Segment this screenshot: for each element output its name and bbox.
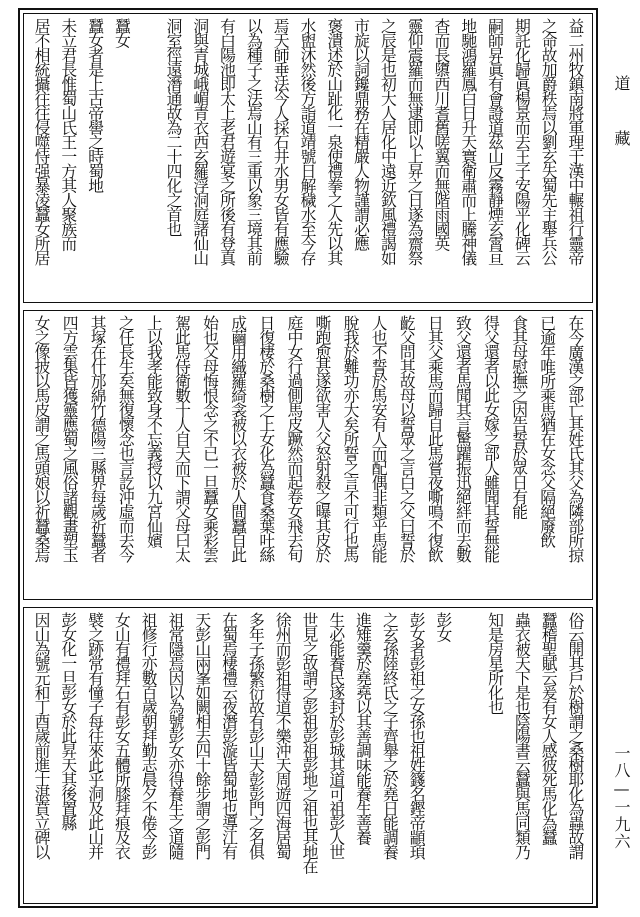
- text-column: 日復棲於桑樹之上女化為蠶食桑葉吐絲: [256, 315, 276, 562]
- text-column: 俗云開其戶於樹謂之桑樹耶化為蟲故謂: [565, 612, 585, 859]
- text-column: 之命故加爵秩焉以劉玄失蜀先主舉兵公: [539, 18, 559, 265]
- text-column: 庭中女行過側馬皮蹶然而起卷女飛去旬: [284, 315, 304, 562]
- text-column: 褒潰述於山趾化一泉使禮拳之人先以其: [324, 18, 344, 265]
- text-column: 以為種子之法焉山有三重以象三境其前: [244, 18, 264, 265]
- text-column: 祖修行亦數百歲朝拜勤志晨夕不倦今彭: [139, 612, 159, 859]
- text-column: 之辰是也初大人居化中遠近欽風禮謁如: [378, 18, 398, 265]
- text-column: 上以我孝能致身不忘義授以九宮仙嬪: [144, 315, 164, 547]
- blank-column: [459, 612, 479, 899]
- text-column: 地馳鴻羅鳳白日升天寰衛肅而上騰神儀: [458, 18, 478, 265]
- text-column: 洞室徑遠潛通故為二十四化之首也: [163, 18, 183, 236]
- page-frame: [18, 8, 598, 908]
- text-column: 因山為號元和丁酉歲前進士湛賁立碑以: [32, 612, 51, 859]
- text-column: 知是房星所化也: [485, 612, 505, 714]
- text-column: 之任長生矣無復懷念也言訖沖虛而去今: [116, 315, 136, 562]
- text-column: 女山有禮拜石有彭女五體所膝拜痕及衣: [112, 612, 132, 859]
- text-column: 徐州而彭祖得道不樂沖天周遊四海居蜀: [273, 612, 293, 859]
- text-column: 洞與青城峨嵋青衣西玄羅浮洞庭諸仙山: [190, 18, 210, 265]
- text-column: 始也父母悔恨念之不已一旦蠶女乘彩雲: [200, 315, 220, 562]
- text-column: 杳而長隳西川耆舊嗟翼而無階雨國英: [431, 18, 451, 250]
- text-column: 日其父乘馬而歸自此馬嘗夜嘶鳴不復飲: [425, 315, 445, 562]
- text-column: 嘶跑愈甚遂欲害人父怒射殺之曝其皮於: [312, 315, 332, 562]
- text-column: 女之像披以馬皮謂之馬頭娘以祈蠶桑焉: [32, 315, 51, 562]
- text-column: 蠶女: [112, 18, 132, 47]
- text-column: 彭女: [433, 612, 453, 641]
- text-column: 人也不誓於馬安有人而配偶非類乎馬能: [369, 315, 389, 562]
- text-column: 多年子孫繁衍故有彭山天彭彭門之名俱: [246, 612, 266, 859]
- text-column: 嗣師昇眞有會證道茲山反霧靜煙玄霄亘: [485, 18, 505, 265]
- text-column: 食其母慰撫之因告誓於眾日有能: [509, 315, 529, 518]
- text-column: 在蜀焉棲禮云夜潛彭漩皆蜀地也導江有: [219, 612, 239, 859]
- text-column: 進雉羹於堯堯以其善調味能養生善養: [353, 612, 373, 844]
- text-column: 脫我於難功亦大矣所誓之言不可行也馬: [341, 315, 361, 562]
- text-column: 益二州牧鎮南將軍理于漢中輾祖行靈帝: [565, 18, 585, 265]
- text-column: 襞之跡常有憧子每往來此乎洞及此山并: [85, 612, 105, 859]
- text-band-bottom: [23, 607, 593, 904]
- text-column: 彭女者彭祖之女孫也祖姓籛名鏗帝顓頊: [407, 612, 427, 859]
- blank-column: [137, 18, 157, 298]
- text-column: 齕父問其故母以誓眾之言白之父曰誓於: [397, 315, 417, 562]
- text-column: 祖常隱焉因以為號彭女亦得養生之道隨: [165, 612, 185, 859]
- text-band-middle: [23, 310, 593, 600]
- text-column: 蟲衣被天下是也陰陽書云蠶與馬同類乃: [512, 612, 532, 859]
- text-columns: [30, 315, 586, 595]
- text-column: 得父還者以此女嫁之部人雖聞其誓無能: [481, 315, 501, 562]
- text-column: 駕此馬侍衛數十人自天而下謂父母曰太: [172, 315, 192, 562]
- text-column: 致父還者馬聞其言驚躍振迅絕絆而去數: [453, 315, 473, 562]
- text-column: 焉天師垂法今人採石井水男女皆有應驗: [271, 18, 291, 265]
- text-column: 之玄孫陸終氏之子齊舉之於堯日能調養: [380, 612, 400, 859]
- text-column: 未立君長惟蜀山氏王一方其人聚族而: [58, 18, 78, 250]
- text-column: 居不相統攝往往侵噬恃强暴凌蠶女所居: [32, 18, 51, 265]
- text-column: 蠶稽聖賦云爰有女人感彼死馬化為蠶: [539, 612, 559, 844]
- text-column: 靈仰震羅而無逮即以上昇之日遂為齋祭: [405, 18, 425, 265]
- collection-title: 道 藏: [612, 75, 631, 156]
- text-column: 成繭用織羅綺衾被以衣被於人間蠶自此: [228, 315, 248, 562]
- text-column: 四方雲集皆獲靈應蜀之風俗諸觀畫塑玉: [60, 315, 80, 562]
- text-column: 蠶女者是上古帝嚳之時蜀地: [85, 18, 105, 192]
- text-columns: [30, 18, 586, 298]
- text-column: 在今廣漢之部亡其姓氏其父為隣部所掠: [565, 315, 585, 562]
- text-column: 彭女化一旦彭女於此昇天其後置縣: [58, 612, 78, 830]
- text-column: 期託化歸眞楊景而去王子安陽平化碑云: [512, 18, 532, 265]
- text-column: 市旋以詞鑱鼎務在精嚴人物謹謂必應: [351, 18, 371, 250]
- text-column: 天彭山兩峯如闕相去四十餘步謂之彭門: [192, 612, 212, 859]
- text-column: 世見之故謂之彭祖彭祖彭地之祖也其地在: [299, 612, 319, 873]
- text-column: 水盥沐然後方詣道靖號日解穢水至今存: [297, 18, 317, 265]
- text-band-top: [23, 13, 593, 303]
- text-column: 有白陽池即太上老君遊宴之所後有登真: [217, 18, 237, 265]
- page-number: 一八—一九六: [612, 745, 631, 850]
- text-column: 已逾年唯所乘馬猶在女念父隔絕廢飲: [537, 315, 557, 547]
- text-column: 生必能養民遂封於彭城其道可祖彭人世: [326, 612, 346, 859]
- text-columns: [30, 612, 586, 899]
- text-column: 其塚在什邡綿竹德陽三縣界每歲祈蠶者: [88, 315, 108, 562]
